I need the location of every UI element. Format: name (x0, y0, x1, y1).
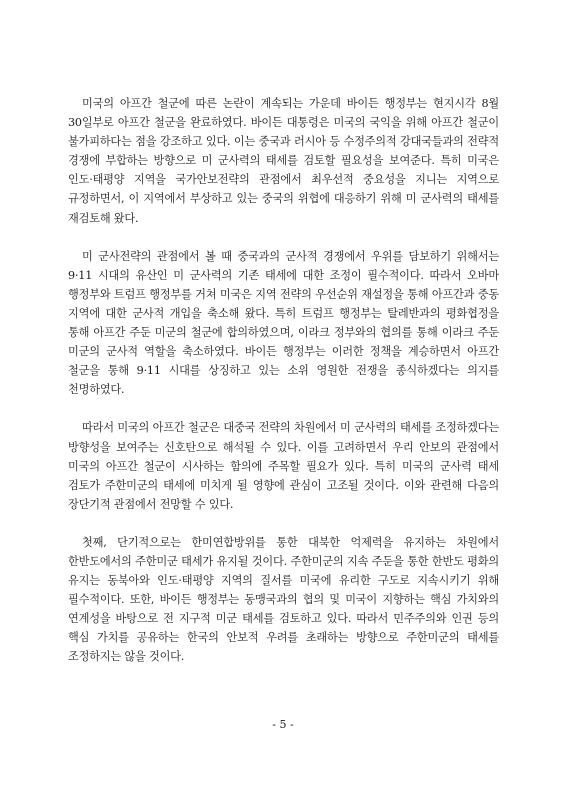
page-number: - 5 - (272, 718, 294, 731)
paragraph-3: 따라서 미국의 아프간 철군은 대중국 전략의 차원에서 미 군사력의 태세를 조정하겠다는 방향성을 보여주는 신호탄으로 해석될 수 있다. 이를 고려하면서 우리 안보의 관점에서 미국의 아프간 철군이 시사하는 함의에 주목할 필요가 있다. 특히 미국의 군사력 태세 검토가 주한미군의 태세에 미치게 될 영향에 관심이 고조될 것이다. 이와 관련해 다음의 장단기적 관점에서 전망할 수 있다. (68, 421, 499, 511)
paragraph-4: 첫째, 단기적으로는 한미연합방위를 통한 대북한 억제력을 유지하는 차원에서 한반도에서의 주한미군 태세가 유지될 것이다. 주한미군의 지속 주둔을 통한 한반도 평화의 유지는 동북아와 인도·태평양 지역의 질서를 미국에 유리한 구도로 지속시키기 위해 필수적이다. 또한, 바이든 행정부는 동맹국과의 협의 및 미국이 지향하는 핵심 가치와의 연계성을 바탕으로 전 지구적 미군 태세를 검토하고 있다. 따라서 민주주의와 인권 등의 핵심 가치를 공유하는 한국의 안보적 우려를 초래하는 방향으로 주한미군의 태세를 조정하지는 않을 것이다. (68, 535, 499, 664)
document-body (68, 94, 499, 686)
paragraph-1: 미국의 아프간 철군에 따른 논란이 계속되는 가운데 바이든 행정부는 현지시각 8월 30일부로 아프간 철군을 완료하였다. 바이든 대통령은 미국의 국익을 위해 아프간 철군이 불가피하다는 점을 강조하고 있다. 이는 중국과 러시아 등 수정주의적 강대국들과의 전략적 경쟁에 부합하는 방향으로 미 군사력의 태세를 검토할 필요성을 보여준다. 특히 미국은 인도·태평양 지역을 국가안보전략의 관점에서 최우선적 중요성을 지니는 지역으로 규정하면서, 이 지역에서 부상하고 있는 중국의 위협에 대응하기 위해 미 군사력의 태세를 재검토해 왔다. (68, 97, 499, 225)
paragraph-2: 미 군사전략의 관점에서 볼 때 중국과의 군사적 경쟁에서 우위를 담보하기 위해서는 9·11 시대의 유산인 미 군사력의 기존 태세에 대한 조정이 필수적이다. 따라서 오바마 행정부와 트럼프 행정부를 거쳐 미국은 지역 전략의 우선순위 재설정을 통해 아프간과 중동 지역에 대한 군사적 개입을 축소해 왔다. 특히 트럼프 행정부는 탈레반과의 평화협정을 통해 아프간 주둔 미군의 철군에 합의하였으며, 이라크 정부와의 협의를 통해 이라크 주둔 미군의 군사적 역할을 축소하였다. 바이든 행정부는 이러한 정책을 계승하면서 아프간 철군을 통해 9·11 시대를 상징하고 있는 소위 영원한 전쟁을 종식하겠다는 의지를 천명하였다. (68, 249, 499, 397)
